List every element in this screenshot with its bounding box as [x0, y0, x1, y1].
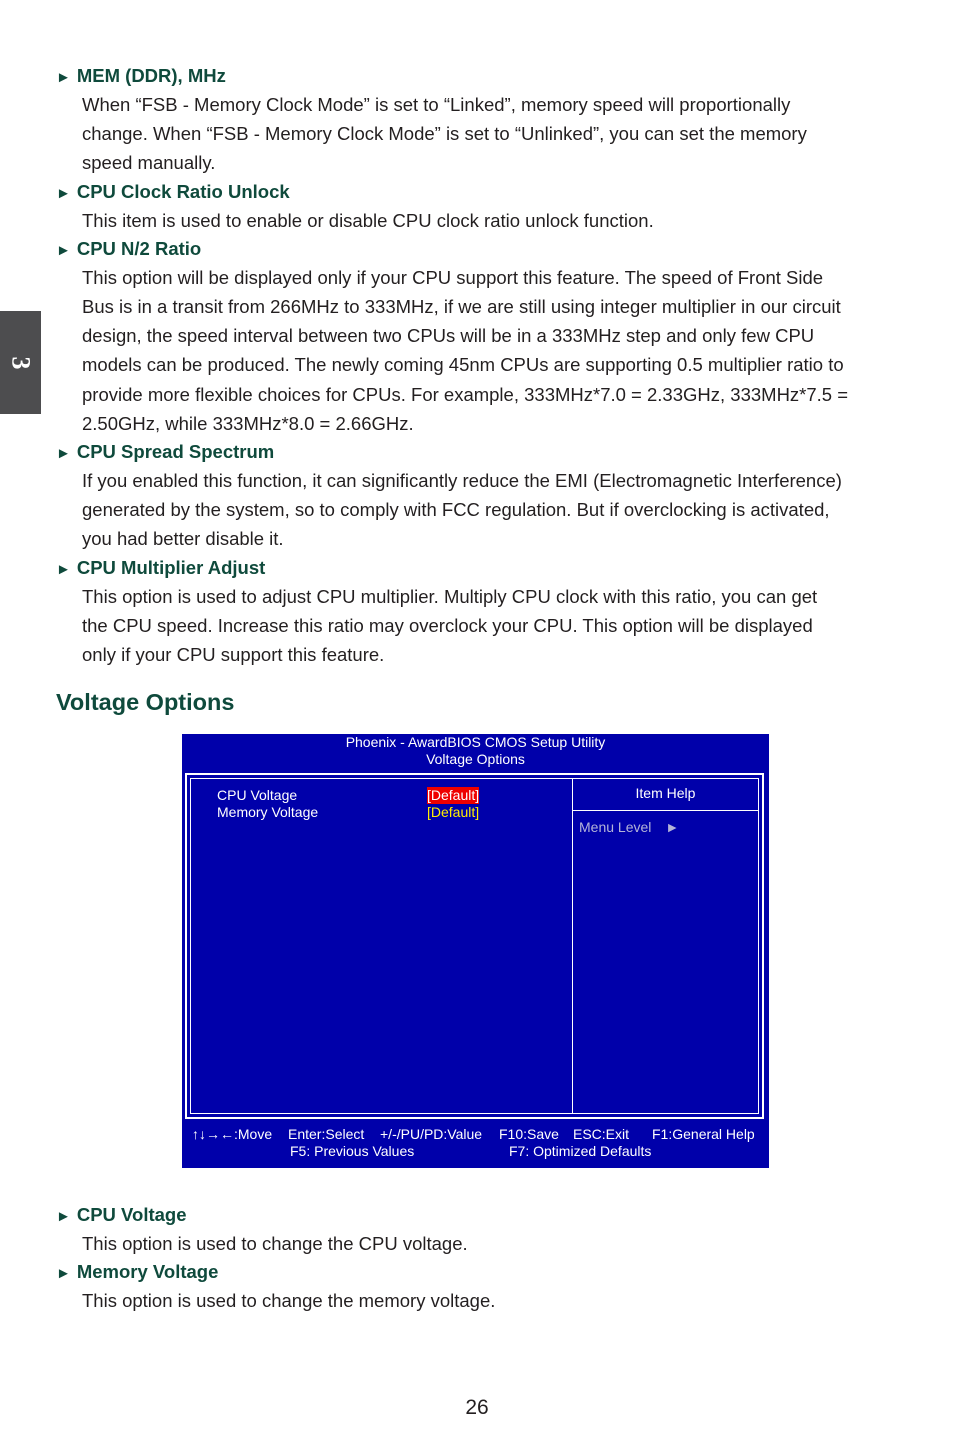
arrow-icon: ►	[56, 1265, 71, 1283]
bios-inner-frame	[190, 778, 759, 1114]
section-title: ► CPU Spread Spectrum	[56, 441, 275, 463]
section-title: ► CPU N/2 Ratio	[56, 237, 202, 259]
section-description: This option will be displayed only if your CPU support this feature. The speed of Front Side Bus is in a transit from 266MHz to 333MHz, if we are still using integer multiplier in our circuit design, the speed interval between two CPUs will be in a 333MHz step and only few CPU models can be produced. The newly coming 45nm CPUs are supporting 0.5 multiplier ratio to provide more flexible choices for CPUs. For example, 333MHz*7.0 = 2.33GHz, 333MHz*7.5 = 2.50GHz, while 333MHz*8.0 = 2.66GHz.	[82, 266, 849, 434]
section-cpu-multiplier-adjust	[56, 554, 896, 670]
chapter-number: 3	[6, 356, 36, 369]
section-description: If you enabled this function, it can significantly reduce the EMI (Electromagnetic Interference) generated by the system, so to comply with FCC regulation. But if overclocking is activated, you had better disable it.	[82, 470, 842, 550]
bios-title: Phoenix - AwardBIOS CMOS Setup Utility	[345, 734, 606, 750]
key-exit: ESC:Exit	[573, 1126, 630, 1142]
section-cpu-clock-ratio-unlock	[56, 178, 896, 235]
panel-divider	[572, 779, 573, 1113]
bios-key-legend	[182, 1126, 769, 1160]
bios-item-value[interactable]: [Default]	[427, 787, 480, 803]
help-divider	[573, 810, 758, 811]
section-title: ► Memory Voltage	[56, 1261, 219, 1283]
section-memory-voltage	[56, 1258, 896, 1315]
section-description: This option is used to change the CPU voltage.	[82, 1233, 468, 1254]
bios-subtitle: Voltage Options	[426, 751, 525, 767]
section-cpu-n2-ratio	[56, 235, 896, 438]
key-previous-values: F5: Previous Values	[290, 1143, 415, 1159]
arrow-icon: ►	[56, 560, 71, 578]
bios-item-value[interactable]: [Default]	[427, 804, 480, 820]
triangle-right-icon: ►	[665, 819, 680, 835]
voltage-options-heading: Voltage Options	[56, 689, 235, 715]
arrow-icon: ►	[56, 184, 71, 202]
section-title: ► CPU Voltage	[56, 1204, 187, 1225]
bios-outer-frame	[185, 773, 764, 1119]
menu-level: Menu Level ►	[579, 819, 680, 835]
section-title: ► CPU Clock Ratio Unlock	[56, 180, 290, 202]
bios-item-label: Memory Voltage	[217, 804, 319, 820]
section-description: This item is used to enable or disable CPU clock ratio unlock function.	[82, 209, 654, 231]
key-help: F1:General Help	[652, 1126, 755, 1142]
bios-screen	[182, 734, 769, 1168]
section-title: ► CPU Multiplier Adjust	[56, 556, 266, 578]
arrow-icon: ►	[56, 445, 71, 463]
arrow-icon: ►	[56, 241, 71, 259]
section-title: ► MEM (DDR), MHz	[56, 65, 226, 86]
arrow-icon: ►	[56, 69, 71, 86]
top-sections	[56, 62, 896, 669]
key-move: ↑↓→←:Move	[192, 1126, 273, 1142]
section-description: This option is used to change the memory voltage.	[82, 1290, 496, 1312]
page-number: 26	[465, 1396, 489, 1419]
section-cpu-voltage	[56, 1201, 896, 1258]
arrow-icon: ►	[56, 1208, 71, 1225]
section-cpu-spread-spectrum	[56, 438, 896, 554]
section-description: When “FSB - Memory Clock Mode” is set to “Linked”, memory speed will proportionally change. When “FSB - Memory Clock Mode” is set to “Unlinked”, you can set the memory speed manually.	[82, 94, 807, 174]
section-mem-ddr	[56, 62, 896, 178]
chapter-tab	[0, 311, 41, 414]
section-description: This option is used to adjust CPU multiplier. Multiply CPU clock with this ratio, you can get the CPU speed. Increase this ratio may overclock your CPU. This option will be displayed only if your CPU support this feature.	[82, 585, 818, 666]
key-save: F10:Save	[499, 1126, 559, 1142]
bios-header	[182, 734, 769, 768]
bottom-sections	[56, 1201, 896, 1315]
key-value: +/-/PU/PD:Value	[380, 1126, 483, 1142]
key-optimized-defaults: F7: Optimized Defaults	[509, 1143, 652, 1159]
bios-item-label: CPU Voltage	[217, 787, 298, 803]
key-select: Enter:Select	[288, 1126, 365, 1142]
item-help-title: Item Help	[635, 785, 696, 801]
